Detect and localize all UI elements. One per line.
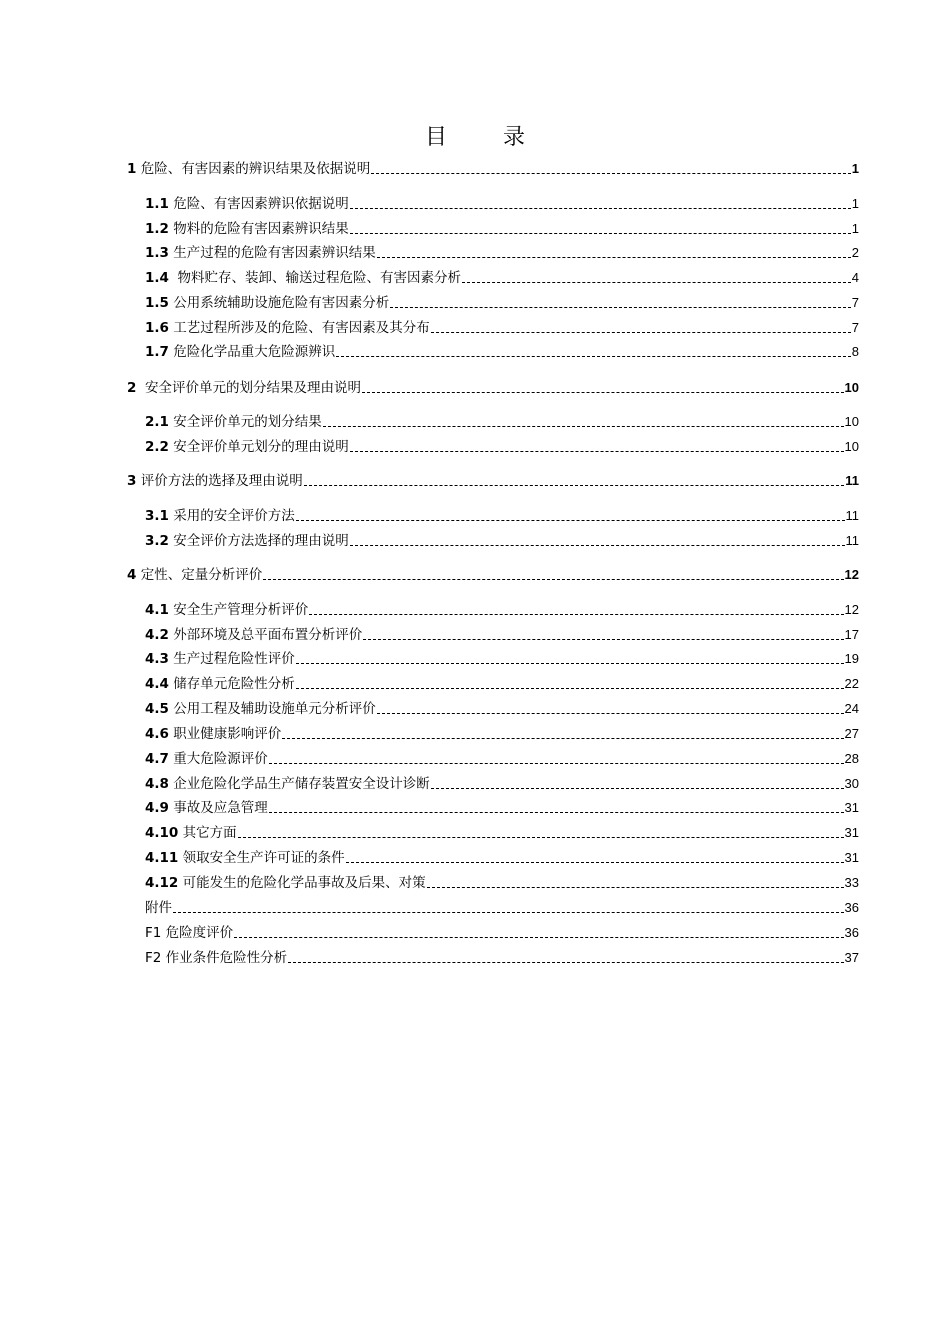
toc-entry-number: 1.3: [145, 245, 169, 261]
toc-entry-number: 3: [127, 473, 137, 489]
toc-dot-leader: [282, 738, 843, 739]
toc-entry-label: 危险、有害因素辨识依据说明: [173, 196, 349, 212]
toc-entry-label: 生产过程危险性评价: [173, 651, 295, 667]
toc-entry[interactable]: [145, 294, 859, 312]
toc-entry-label: 工艺过程所涉及的危险、有害因素及其分布: [173, 320, 430, 336]
toc-entry-number: 1.5: [145, 295, 169, 311]
toc-entry-page-number: 10: [844, 439, 859, 454]
toc-entry[interactable]: [145, 874, 859, 892]
toc-entry-label: 外部环境及总平面布置分析评价: [173, 627, 363, 643]
toc-dot-leader: [296, 520, 845, 521]
toc-entry-label: 安全评价单元的划分结果及理由说明: [145, 380, 361, 396]
toc-entry-page-number: 31: [844, 850, 859, 865]
toc-dot-leader: [431, 788, 844, 789]
toc-entry-page-number: 28: [844, 751, 859, 766]
toc-entry-page-number: 17: [844, 627, 859, 642]
toc-entry-number: 4.6: [145, 726, 169, 742]
toc-entry-page-number: 1: [851, 221, 859, 236]
toc-entry-number: 4.5: [145, 701, 169, 717]
toc-entry-number: 4.1: [145, 602, 169, 618]
toc-entry-label: F1 危险度评价: [145, 925, 234, 941]
toc-dot-leader: [288, 962, 843, 963]
toc-dot-leader: [304, 485, 845, 486]
toc-entry-label: 评价方法的选择及理由说明: [140, 473, 303, 489]
toc-entry-number: 1.1: [145, 196, 169, 212]
toc-entry[interactable]: [145, 700, 859, 718]
toc-entry-page-number: 27: [844, 726, 859, 741]
toc-entry-label: 危险化学品重大危险源辨识: [173, 344, 336, 360]
toc-entry-number: 1.7: [145, 344, 169, 360]
toc-dot-leader: [336, 356, 851, 357]
toc-dot-leader: [263, 579, 843, 580]
toc-entry-label: 事故及应急管理: [173, 800, 268, 816]
toc-entry-number: 1: [127, 161, 137, 177]
toc-entry-number: 4.8: [145, 776, 169, 792]
toc-entry[interactable]: [145, 507, 859, 525]
toc-entry-page-number: 8: [851, 344, 859, 359]
toc-dot-leader: [390, 307, 851, 308]
toc-entry-label: 采用的安全评价方法: [173, 508, 295, 524]
toc-entry-label: 重大危险源评价: [173, 751, 268, 767]
toc-dot-leader: [431, 332, 851, 333]
toc-entry-number: 4.11: [145, 850, 179, 866]
toc-entry-label: F2 作业条件危险性分析: [145, 950, 288, 966]
toc-entry-page-number: 37: [844, 950, 859, 965]
toc-entry-page-number: 11: [845, 473, 859, 488]
toc-dot-leader: [462, 282, 851, 283]
toc-entry-page-number: 36: [844, 900, 859, 915]
toc-entry-page-number: 31: [844, 800, 859, 815]
toc-entry-number: 4: [127, 567, 137, 583]
toc-entry-page-number: 1: [851, 196, 859, 211]
toc-entry[interactable]: [145, 849, 859, 867]
toc-entry[interactable]: [145, 949, 859, 967]
toc-entry-separator: [136, 379, 145, 397]
toc-entry[interactable]: [145, 675, 859, 693]
toc-entry[interactable]: [145, 899, 859, 917]
toc-entry[interactable]: [145, 824, 859, 842]
toc-entry-number: 3.2: [145, 533, 169, 549]
toc-entry-label: 物料的危险有害因素辨识结果: [173, 221, 349, 237]
toc-entry-page-number: 19: [844, 651, 859, 666]
toc-entry-number: 4.7: [145, 751, 169, 767]
toc-entry-label: 安全评价单元的划分结果: [173, 414, 322, 430]
toc-entry-number: 2: [127, 380, 137, 396]
toc-dot-leader: [362, 392, 844, 393]
toc-entry-page-number: 24: [844, 701, 859, 716]
toc-entry[interactable]: [145, 650, 859, 668]
toc-dot-leader: [309, 614, 843, 615]
toc-entry[interactable]: [145, 269, 859, 287]
toc-entry[interactable]: [145, 725, 859, 743]
toc-entry[interactable]: [127, 566, 859, 584]
toc-entry-label: 可能发生的危险化学品事故及后果、对策: [182, 875, 426, 891]
toc-entry-number: 1.2: [145, 221, 169, 237]
toc-entry[interactable]: [127, 472, 859, 490]
toc-entry-label: 物料贮存、装卸、输送过程危险、有害因素分析: [177, 270, 462, 286]
toc-entry-page-number: 12: [844, 567, 859, 582]
toc-entry[interactable]: [145, 220, 859, 238]
toc-dot-leader: [296, 663, 844, 664]
toc-dot-leader: [269, 763, 844, 764]
toc-dot-leader: [363, 639, 843, 640]
toc-entry[interactable]: [145, 413, 859, 431]
toc-entry-number: 4.3: [145, 651, 169, 667]
toc-entry-number: 4.12: [145, 875, 179, 891]
toc-entry-label: 领取安全生产许可证的条件: [182, 850, 345, 866]
toc-dot-leader: [238, 837, 844, 838]
toc-entry-number: 1.6: [145, 320, 169, 336]
toc-entry-page-number: 31: [844, 825, 859, 840]
toc-title-char-1: 目: [424, 125, 447, 150]
toc-entry-page-number: 11: [845, 508, 859, 523]
toc-entry-number: 2.2: [145, 439, 169, 455]
toc-entry-page-number: 12: [844, 602, 859, 617]
toc-entry-label: 危险、有害因素的辨识结果及依据说明: [140, 161, 371, 177]
toc-entry[interactable]: [145, 626, 859, 644]
toc-entry-label: 公用工程及辅助设施单元分析评价: [173, 701, 376, 717]
toc-entry[interactable]: [145, 319, 859, 337]
toc-dot-leader: [269, 812, 844, 813]
toc-dot-leader: [350, 545, 845, 546]
toc-entry[interactable]: [145, 601, 859, 619]
toc-entry-label: 生产过程的危险有害因素辨识结果: [173, 245, 376, 261]
toc-entry-label: 储存单元危险性分析: [173, 676, 295, 692]
toc-dot-leader: [323, 426, 844, 427]
toc-entry-label: 定性、定量分析评价: [140, 567, 263, 583]
toc-dot-leader: [234, 937, 843, 938]
toc-entry-label: 其它方面: [182, 825, 237, 841]
toc-title-char-2: 录: [503, 125, 526, 150]
toc-entry-number: 3.1: [145, 508, 169, 524]
toc-entry[interactable]: [145, 750, 859, 768]
toc-entry-number: 4.10: [145, 825, 179, 841]
toc-entry-page-number: 4: [851, 270, 859, 285]
toc-dot-leader: [377, 257, 851, 258]
toc-entry-label: 安全生产管理分析评价: [173, 602, 309, 618]
toc-entry[interactable]: [127, 160, 859, 178]
toc-entry-label: 安全评价单元划分的理由说明: [173, 439, 349, 455]
toc-dot-leader: [350, 233, 851, 234]
toc-entry-page-number: 33: [844, 875, 859, 890]
toc-entry-page-number: 10: [844, 414, 859, 429]
toc-dot-leader: [377, 713, 844, 714]
toc-entry[interactable]: [145, 244, 859, 262]
toc-entry-separator: [169, 269, 178, 287]
toc-entry-page-number: 7: [851, 295, 859, 310]
toc-entry[interactable]: [145, 343, 859, 361]
toc-entry-number: 4.9: [145, 800, 169, 816]
toc-entry[interactable]: [145, 775, 859, 793]
toc-entry-page-number: 10: [844, 380, 859, 395]
toc-entry[interactable]: [127, 379, 859, 397]
toc-entry[interactable]: [145, 532, 859, 550]
toc-entry-label: 企业危险化学品生产储存装置安全设计诊断: [173, 776, 430, 792]
toc-dot-leader: [173, 912, 844, 913]
toc-entry-label: 附件: [145, 900, 172, 916]
toc-entry-page-number: 2: [851, 245, 859, 260]
toc-entry-number: 4.4: [145, 676, 169, 692]
toc-entry[interactable]: [145, 195, 859, 213]
toc-entry-page-number: 30: [844, 776, 859, 791]
toc-dot-leader: [346, 862, 844, 863]
toc-entry-page-number: 22: [844, 676, 859, 691]
toc-entry[interactable]: [145, 799, 859, 817]
toc-dot-leader: [371, 173, 851, 174]
toc-entry-page-number: 11: [845, 533, 859, 548]
toc-dot-leader: [427, 887, 844, 888]
toc-entry-page-number: 1: [851, 161, 859, 176]
toc-entry-page-number: 36: [844, 925, 859, 940]
toc-entry-page-number: 7: [851, 320, 859, 335]
toc-entry-number: 4.2: [145, 627, 169, 643]
toc-entry[interactable]: [145, 924, 859, 942]
toc-entry-label: 安全评价方法选择的理由说明: [173, 533, 349, 549]
toc-entry-label: 公用系统辅助设施危险有害因素分析: [173, 295, 390, 311]
toc-entry-number: 1.4: [145, 270, 169, 286]
toc-entry-number: 2.1: [145, 414, 169, 430]
toc-entry-label: 职业健康影响评价: [173, 726, 282, 742]
toc-dot-leader: [350, 451, 844, 452]
toc-dot-leader: [350, 208, 851, 209]
toc-dot-leader: [296, 688, 844, 689]
toc-entry[interactable]: [145, 438, 859, 456]
